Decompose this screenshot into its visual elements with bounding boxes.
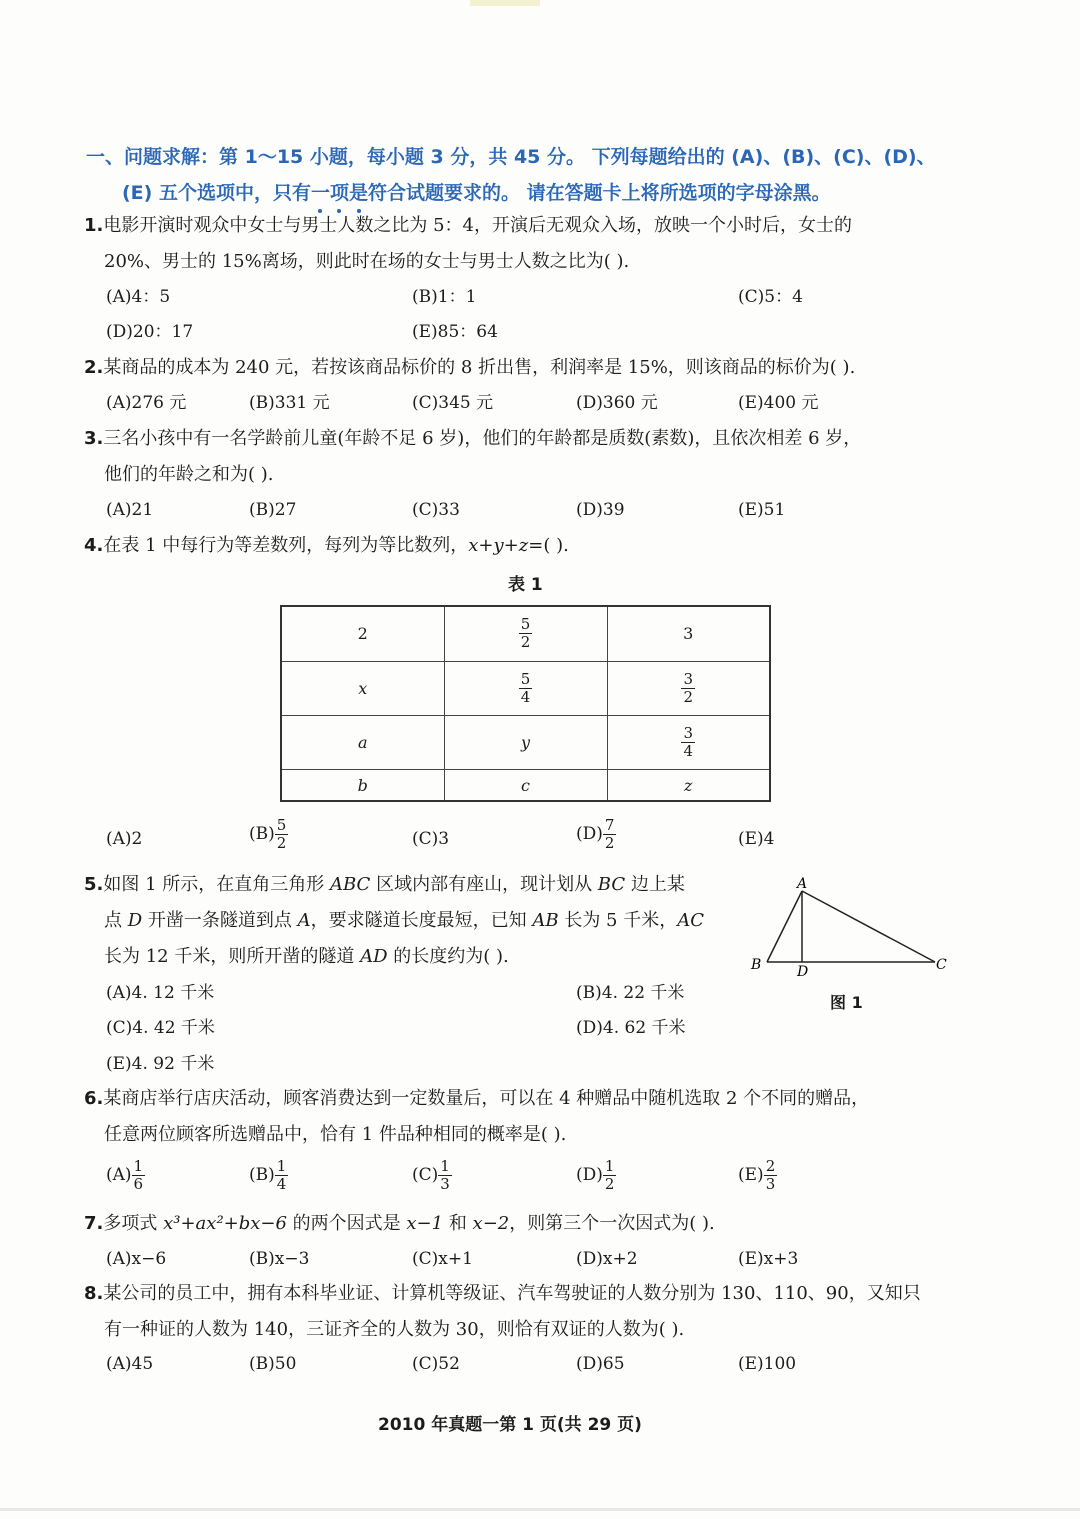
table-row bbox=[281, 661, 770, 715]
q8-line2: 有一种证的人数为 140，三证齐全的人数为 30，则恰有双证的人数为( ). bbox=[104, 1319, 685, 1340]
q6-option-b bbox=[249, 1158, 288, 1193]
q1-option-b: (B)1：1 bbox=[412, 287, 477, 307]
q8-option-b: (B)50 bbox=[249, 1354, 297, 1374]
q2-text1: 某商品的成本为 240 元，若按该商品标价的 8 折出售，利润率是 15%，则该商品的标价为( ). bbox=[103, 357, 856, 378]
denominator: 6 bbox=[133, 1175, 144, 1193]
q4-text-pre: 在表 1 中每行为等差数列，每列为等比数列， bbox=[103, 535, 469, 556]
cell-value: b bbox=[357, 775, 368, 795]
table-cell bbox=[444, 770, 607, 801]
q8-line1 bbox=[84, 1282, 921, 1306]
q5-var: A bbox=[297, 910, 311, 931]
table-cell bbox=[281, 770, 444, 801]
denominator: 3 bbox=[765, 1175, 776, 1193]
q5-var: BC bbox=[597, 874, 626, 895]
q7-option-e: (E)x+3 bbox=[738, 1249, 799, 1269]
q5-option-d: (D)4. 62 千米 bbox=[576, 1018, 686, 1038]
cell-fraction bbox=[519, 671, 533, 706]
q1-line1 bbox=[84, 214, 852, 238]
q6-option-d bbox=[576, 1158, 616, 1193]
table-cell bbox=[281, 606, 444, 661]
table-cell bbox=[281, 661, 444, 715]
q5-line2 bbox=[104, 909, 704, 933]
q3-option-c: (C)33 bbox=[412, 500, 460, 520]
q4-option-d-label: (D) bbox=[576, 824, 603, 844]
emphasis-char: 是 bbox=[349, 178, 368, 205]
q5-option-c: (C)4. 42 千米 bbox=[106, 1018, 215, 1038]
q6-option-label: (C) bbox=[412, 1165, 439, 1185]
q3-line1 bbox=[84, 427, 861, 451]
q5-option-b: (B)4. 22 千米 bbox=[576, 983, 685, 1003]
numerator: 3 bbox=[683, 724, 694, 743]
q5-text: 开凿一条隧道到点 bbox=[142, 910, 298, 931]
numerator: 3 bbox=[683, 669, 694, 688]
q1-option-d: (D)20：17 bbox=[106, 322, 194, 342]
q7-text: ，则第三个一次因式为( ). bbox=[509, 1213, 715, 1234]
q3-option-a: (A)21 bbox=[106, 500, 154, 520]
emphasis-char: 项 bbox=[330, 178, 349, 205]
q7-number: 7. bbox=[84, 1213, 104, 1234]
numerator: 1 bbox=[604, 1157, 615, 1175]
q7-option-d: (D)x+2 bbox=[576, 1249, 638, 1269]
q4-option-b-label: (B) bbox=[249, 824, 275, 844]
q2-option-d: (D)360 元 bbox=[576, 393, 658, 413]
q8-text1: 某公司的员工中，拥有本科毕业证、计算机等级证、汽车驾驶证的人数分别为 130、110、90，又知只 bbox=[103, 1283, 921, 1304]
q7-option-b: (B)x−3 bbox=[249, 1249, 310, 1269]
q4-option-b-denominator: 2 bbox=[276, 834, 287, 852]
q1-option-e: (E)85：64 bbox=[412, 322, 498, 342]
q3-text1: 三名小孩中有一名学龄前儿童(年龄不足 6 岁)，他们的年龄都是质数(素数)，且依次相差 6 岁， bbox=[103, 428, 862, 449]
q5-text: 如图 1 所示，在直角三角形 bbox=[103, 874, 330, 895]
table-cell bbox=[281, 716, 444, 770]
q5-var: AD bbox=[360, 946, 388, 967]
vertex-label-c: C bbox=[936, 957, 947, 973]
q6-text1: 某商店举行店庆活动，顾客消费达到一定数量后，可以在 4 种赠品中随机选取 2 个不同的赠品， bbox=[103, 1088, 870, 1109]
q1-text1: 电影开演时观众中女士与男士人数之比为 5：4，开演后无观众入场，放映一个小时后，女士的 bbox=[103, 215, 852, 236]
cell-value: x bbox=[358, 678, 368, 698]
table-row bbox=[281, 770, 770, 801]
q7-line1 bbox=[84, 1212, 715, 1236]
figure-caption: 图 1 bbox=[830, 993, 863, 1012]
table-cell bbox=[607, 661, 770, 715]
section-header-line1: 一、问题求解：第 1～15 小题，每小题 3 分，共 45 分。 下列每题给出的 (A)、(B)、(C)、(D)、 bbox=[86, 146, 936, 168]
q6-line2: 任意两位顾客所选赠品中，恰有 1 件品种相同的概率是( ). bbox=[104, 1124, 567, 1145]
q2-line1 bbox=[84, 356, 855, 380]
q4-option-e: (E)4 bbox=[738, 829, 775, 849]
denominator: 4 bbox=[520, 687, 531, 706]
section-header-line2-pre: (E) 五个选项中，只有 bbox=[122, 182, 311, 204]
q8-option-e: (E)100 bbox=[738, 1354, 797, 1374]
denominator: 4 bbox=[683, 742, 694, 761]
vertex-label-a: A bbox=[797, 876, 808, 892]
sequence-table bbox=[280, 605, 771, 802]
q6-number: 6. bbox=[84, 1088, 104, 1109]
page-footer: 2010 年真题一第 1 页(共 29 页) bbox=[378, 1415, 642, 1435]
denominator: 2 bbox=[520, 633, 531, 652]
q8-number: 8. bbox=[84, 1283, 104, 1304]
q2-number: 2. bbox=[84, 357, 104, 378]
q6-option-fraction bbox=[764, 1158, 778, 1193]
table-cell bbox=[444, 661, 607, 715]
vertex-label-d: D bbox=[797, 964, 809, 980]
q4-option-d bbox=[576, 817, 616, 852]
q5-text: 长为 5 千米， bbox=[558, 910, 678, 931]
triangle-figure bbox=[745, 870, 955, 985]
q6-option-c bbox=[412, 1158, 452, 1193]
numerator: 1 bbox=[276, 1157, 287, 1175]
numerator: 1 bbox=[133, 1157, 144, 1175]
table-title: 表 1 bbox=[508, 575, 543, 595]
q1-option-a: (A)4：5 bbox=[106, 287, 171, 307]
q6-option-fraction bbox=[438, 1158, 452, 1193]
denominator: 2 bbox=[604, 1175, 615, 1193]
cell-value: 3 bbox=[683, 624, 694, 644]
numerator: 5 bbox=[520, 669, 531, 688]
q5-line3 bbox=[104, 945, 509, 969]
cell-fraction bbox=[681, 725, 695, 760]
denominator: 3 bbox=[440, 1175, 450, 1193]
cell-value: 2 bbox=[357, 624, 368, 644]
numerator: 5 bbox=[520, 615, 531, 634]
bottom-scan-line bbox=[0, 1508, 1080, 1511]
q7-factor: x−1 bbox=[406, 1213, 444, 1234]
q3-option-d: (D)39 bbox=[576, 500, 625, 520]
denominator: 2 bbox=[683, 687, 694, 706]
q1-option-c: (C)5：4 bbox=[738, 287, 803, 307]
q8-option-c: (C)52 bbox=[412, 1354, 460, 1374]
q2-option-e: (E)400 元 bbox=[738, 393, 819, 413]
q7-text: 和 bbox=[443, 1213, 473, 1234]
denominator: 4 bbox=[276, 1175, 287, 1193]
table-cell bbox=[607, 606, 770, 661]
q7-option-c: (C)x+1 bbox=[412, 1249, 473, 1269]
q4-option-b bbox=[249, 817, 288, 852]
q5-number: 5. bbox=[84, 874, 104, 895]
table-cell bbox=[607, 770, 770, 801]
q1-line2: 20%、男士的 15%离场，则此时在场的女士与男士人数之比为( ). bbox=[104, 251, 630, 272]
table-row bbox=[281, 606, 770, 661]
cell-fraction bbox=[681, 671, 695, 706]
q4-option-d-fraction bbox=[603, 817, 617, 852]
q6-option-a bbox=[106, 1158, 145, 1193]
table-cell bbox=[444, 606, 607, 661]
q6-option-fraction bbox=[275, 1158, 289, 1193]
q5-text: 的长度约为( ). bbox=[387, 946, 509, 967]
q5-var: AB bbox=[532, 910, 559, 931]
q5-text: ，要求隧道长度最短，已知 bbox=[310, 910, 533, 931]
q5-option-e: (E)4. 92 千米 bbox=[106, 1054, 215, 1074]
q5-text: 点 bbox=[104, 910, 128, 931]
q4-option-d-denominator: 2 bbox=[604, 834, 615, 852]
table-row bbox=[281, 716, 770, 770]
q7-factor: x−2 bbox=[472, 1213, 510, 1234]
section-header-line2 bbox=[122, 178, 831, 205]
q1-number: 1. bbox=[84, 215, 104, 236]
side-ac bbox=[802, 891, 935, 962]
q6-option-e bbox=[738, 1158, 777, 1193]
q8-option-d: (D)65 bbox=[576, 1354, 625, 1374]
cell-value: z bbox=[684, 775, 693, 795]
cell-value: a bbox=[357, 733, 368, 753]
q6-option-fraction bbox=[603, 1158, 617, 1193]
table-cell bbox=[444, 716, 607, 770]
q7-text: 的两个因式是 bbox=[286, 1213, 407, 1234]
q8-option-a: (A)45 bbox=[106, 1354, 154, 1374]
q4-option-c: (C)3 bbox=[412, 829, 450, 849]
q4-text-post: =( ). bbox=[528, 535, 569, 556]
q5-text: 边上某 bbox=[625, 874, 685, 895]
q4-option-d-numerator: 7 bbox=[604, 816, 615, 834]
q5-var: AC bbox=[677, 910, 704, 931]
q6-option-label: (B) bbox=[249, 1165, 275, 1185]
q5-line1 bbox=[84, 873, 685, 897]
q6-option-label: (A) bbox=[106, 1165, 132, 1185]
q4-option-a: (A)2 bbox=[106, 829, 143, 849]
q3-line2: 他们的年龄之和为( ). bbox=[104, 464, 274, 485]
q5-var: D bbox=[127, 910, 143, 931]
q5-option-a: (A)4. 12 千米 bbox=[106, 983, 215, 1003]
q4-number: 4. bbox=[84, 535, 104, 556]
side-ab bbox=[767, 891, 802, 962]
top-scan-mark bbox=[470, 0, 540, 6]
vertex-label-b: B bbox=[751, 957, 762, 973]
numerator: 1 bbox=[440, 1157, 450, 1175]
q3-number: 3. bbox=[84, 428, 104, 449]
q7-text: 多项式 bbox=[103, 1213, 164, 1234]
emphasis-char: 一 bbox=[311, 178, 330, 205]
cell-value: c bbox=[521, 775, 530, 795]
q6-option-label: (E) bbox=[738, 1165, 764, 1185]
q5-var: ABC bbox=[330, 874, 371, 895]
q5-text: 长为 12 千米，则所开凿的隧道 bbox=[104, 946, 361, 967]
q3-option-b: (B)27 bbox=[249, 500, 297, 520]
q3-option-e: (E)51 bbox=[738, 500, 786, 520]
cell-value: y bbox=[520, 733, 531, 753]
q6-line1 bbox=[84, 1087, 869, 1111]
q7-option-a: (A)x−6 bbox=[106, 1249, 167, 1269]
q2-option-c: (C)345 元 bbox=[412, 393, 494, 413]
q7-polynomial: x³+ax²+bx−6 bbox=[163, 1213, 287, 1234]
q5-text: 区域内部有座山，现计划从 bbox=[370, 874, 598, 895]
numerator: 2 bbox=[765, 1157, 776, 1175]
q2-option-b: (B)331 元 bbox=[249, 393, 330, 413]
q4-option-b-fraction bbox=[275, 817, 289, 852]
table-cell bbox=[607, 716, 770, 770]
section-header-line2-post: 符合试题要求的。 请在答题卡上将所选项的字母涂黑。 bbox=[368, 182, 831, 204]
q4-option-b-numerator: 5 bbox=[276, 816, 287, 834]
q6-option-label: (D) bbox=[576, 1165, 603, 1185]
q2-option-a: (A)276 元 bbox=[106, 393, 187, 413]
q4-expression: x+y+z bbox=[468, 535, 529, 556]
cell-fraction bbox=[519, 616, 533, 651]
q4-line1 bbox=[84, 534, 569, 558]
q6-option-fraction bbox=[132, 1158, 146, 1193]
